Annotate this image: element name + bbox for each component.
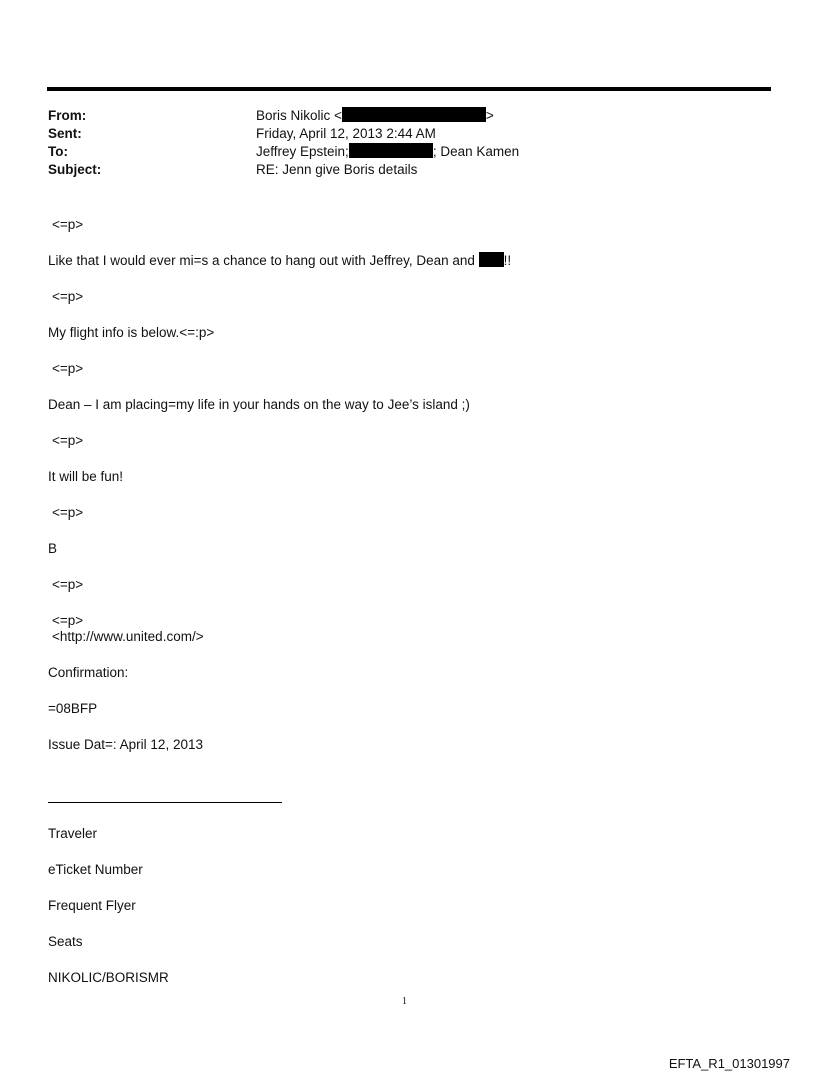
signature-initial: B	[48, 541, 58, 556]
body-paragraph-marker: <=p>	[52, 289, 84, 304]
from-value	[256, 107, 494, 125]
body-paragraph-marker: <=p>	[52, 577, 84, 592]
subject-row	[48, 161, 748, 179]
body-line: It will be fun!	[48, 469, 124, 484]
redaction-box	[349, 143, 433, 158]
from-row	[48, 107, 748, 125]
body-paragraph-marker: <=p>	[52, 361, 84, 376]
subject-label: Subject:	[48, 162, 102, 177]
body-text: Like that I would ever mi=s a chance to hang out with Jeffrey, Dean and	[48, 253, 479, 268]
seats-label: Seats	[48, 934, 83, 949]
traveler-label: Traveler	[48, 826, 98, 841]
to-last: ; Dean Kamen	[432, 144, 520, 159]
body-paragraph-marker: <=p>	[52, 217, 84, 232]
body-text: !!	[503, 253, 512, 268]
from-name: Boris Nikolic <	[256, 108, 342, 123]
to-first: Jeffrey Epstein;	[256, 144, 349, 159]
body-line	[48, 252, 511, 270]
sent-row	[48, 125, 748, 143]
header-divider	[47, 87, 771, 91]
united-link[interactable]: <http://www.united.com/>	[52, 629, 204, 644]
body-line: My flight info is below.<=:p>	[48, 325, 215, 340]
email-header	[48, 107, 748, 179]
from-label: From:	[48, 108, 87, 123]
sent-value: Friday, April 12, 2013 2:44 AM	[256, 126, 436, 141]
subject-value: RE: Jenn give Boris details	[256, 162, 418, 177]
passenger-name: NIKOLIC/BORISMR	[48, 970, 169, 985]
from-close: >	[485, 108, 494, 123]
body-paragraph-marker: <=p>	[52, 505, 84, 520]
body-line: Dean – I am placing=my life in your hands on the way to Jee’s island ;)	[48, 397, 470, 412]
confirmation-code: =08BFP	[48, 701, 98, 716]
frequent-flyer-label: Frequent Flyer	[48, 898, 136, 913]
sent-label: Sent:	[48, 126, 82, 141]
redaction-box	[479, 252, 504, 267]
to-row	[48, 143, 748, 161]
confirmation-label: Confirmation:	[48, 665, 129, 680]
page-number: 1	[402, 996, 407, 1007]
redaction-box	[342, 107, 486, 122]
to-value	[256, 143, 519, 161]
document-id: EFTA_R1_01301997	[668, 1056, 790, 1071]
eticket-label: eTicket Number	[48, 862, 143, 877]
issue-date: Issue Dat=: April 12, 2013	[48, 737, 203, 752]
section-divider	[48, 802, 282, 803]
body-paragraph-marker: <=p>	[52, 613, 84, 628]
body-paragraph-marker: <=p>	[52, 433, 84, 448]
to-label: To:	[48, 144, 68, 159]
